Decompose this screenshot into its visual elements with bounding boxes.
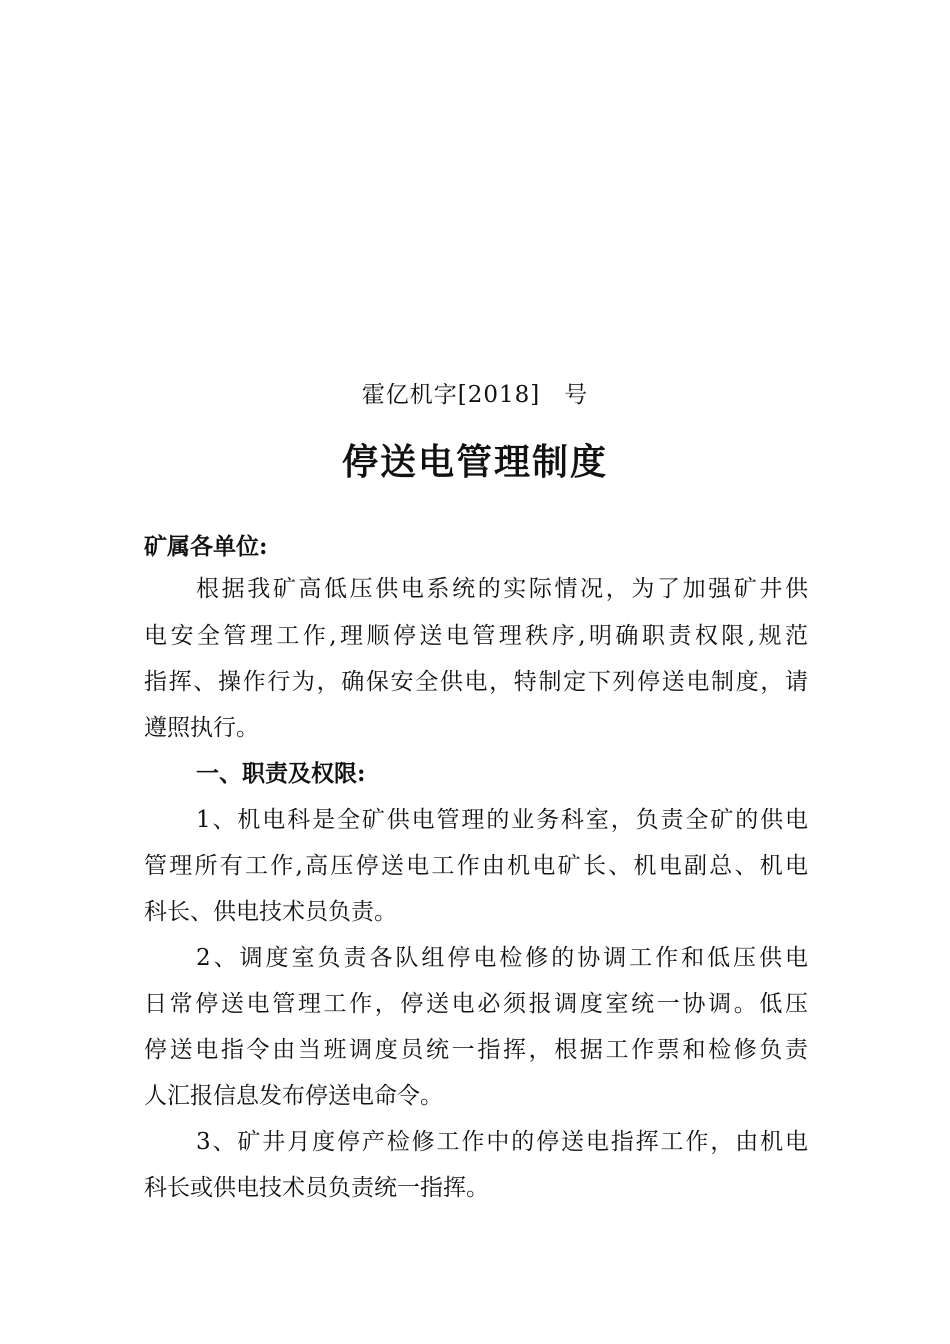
intro-line: 遵照执行。 [144, 715, 259, 741]
intro-line: 电安全管理工作,理顺停送电管理秩序,明确职责权限,规范 [144, 623, 808, 649]
section-heading: 一、职责及权限: [196, 760, 366, 787]
item3-line: 3、矿井月度停产检修工作中的停送电指挥工作，由机电 [196, 1129, 808, 1155]
item1-line: 管理所有工作,高压停送电工作由机电矿长、机电副总、机电 [144, 853, 808, 879]
item1-line: 1、机电科是全矿供电管理的业务科室，负责全矿的供电 [196, 807, 808, 833]
item2-line: 停送电指令由当班调度员统一指挥，根据工作票和检修负责 [144, 1037, 808, 1063]
item2-line: 人汇报信息发布停送电命令。 [144, 1083, 443, 1109]
document-title: 停送电管理制度 [341, 441, 608, 483]
item2-line: 2、调度室负责各队组停电检修的协调工作和低压供电 [196, 945, 808, 971]
intro-line: 根据我矿高低压供电系统的实际情况，为了加强矿井供 [196, 576, 808, 602]
item2-line: 日常停送电管理工作，停送电必须报调度室统一协调。低压 [144, 991, 808, 1017]
intro-line: 指挥、操作行为，确保安全供电，特制定下列停送电制度，请 [144, 669, 808, 695]
item1-line: 科长、供电技术员负责。 [144, 899, 397, 925]
item3-line: 科长或供电技术员负责统一指挥。 [144, 1175, 489, 1201]
document-number: 霍亿机字[2018] 号 [361, 382, 589, 408]
salutation: 矿属各单位: [144, 533, 268, 560]
